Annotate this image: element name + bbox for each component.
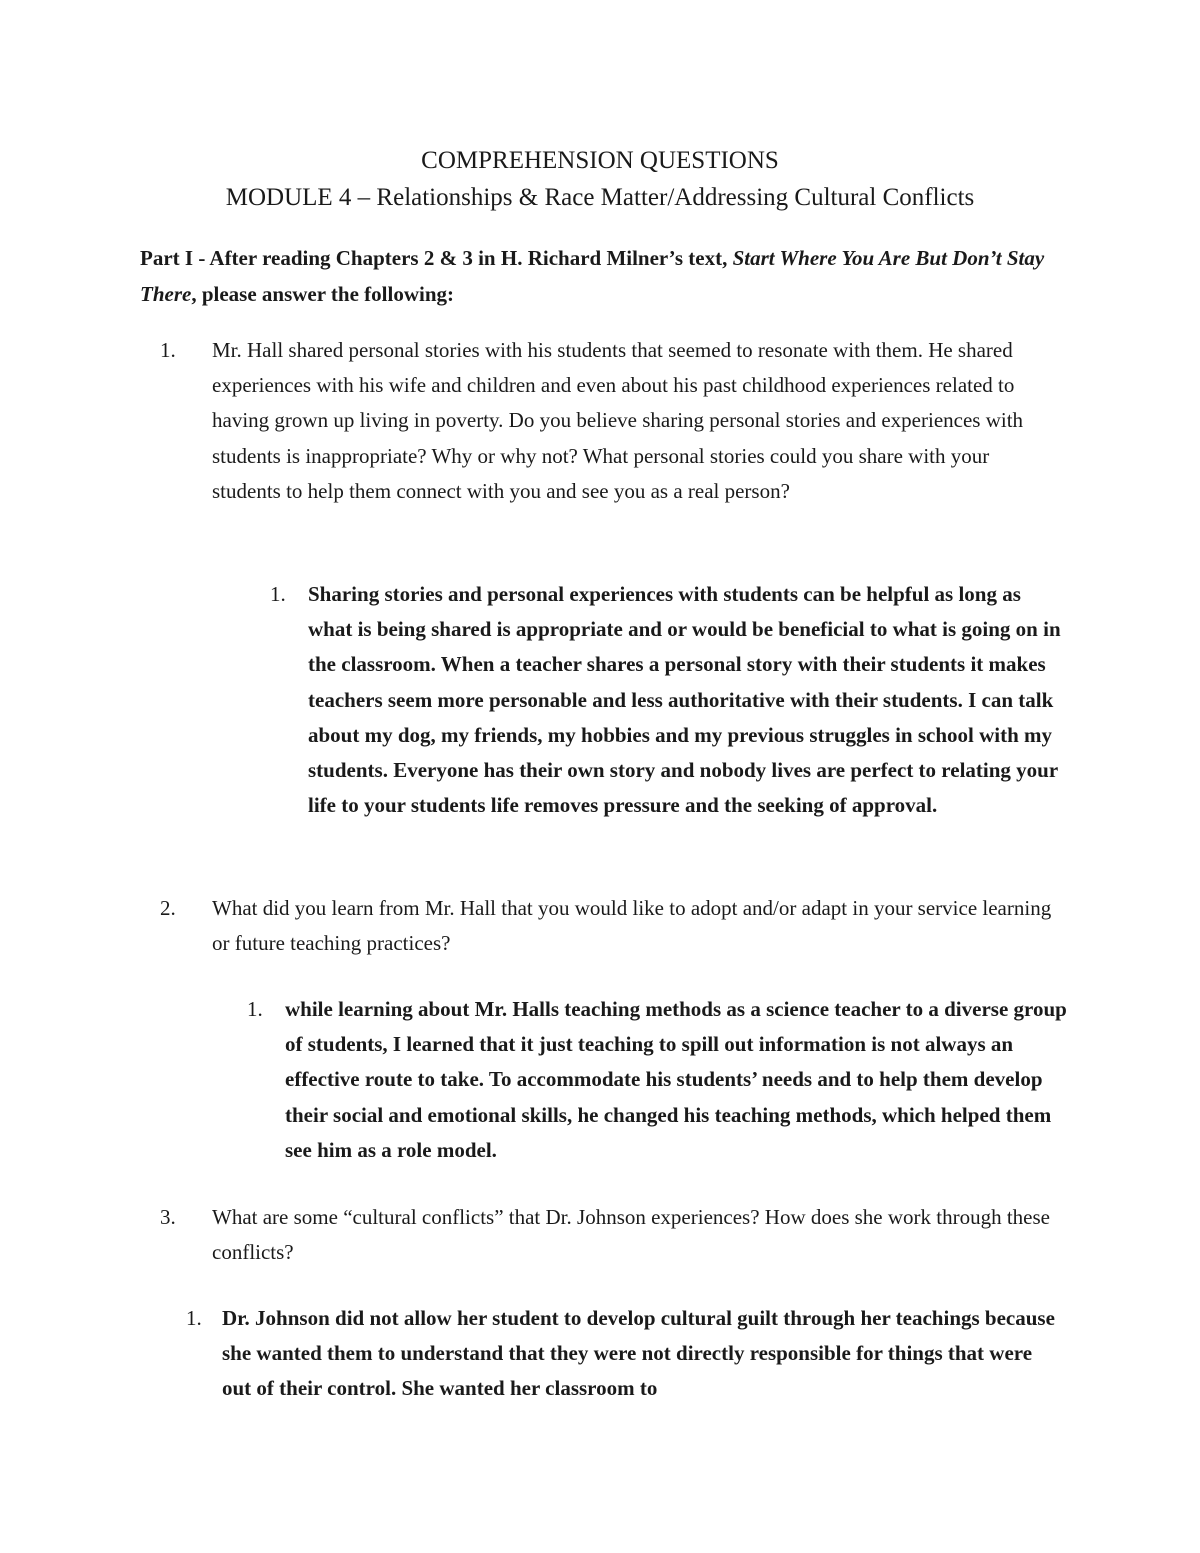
question-1 — [160, 333, 1060, 509]
answer-number: 1. — [247, 997, 263, 1021]
part-heading — [140, 240, 1060, 312]
answer-2 — [247, 992, 1067, 1168]
title-block — [0, 142, 1200, 216]
question-number: 2. — [160, 896, 176, 920]
answer-text: Sharing stories and personal experiences with students can be helpful as long as what is being shared is appropriate and or would be beneficial to what is going on in the classroom. When a teacher shares a personal story with their students it makes teachers seem more personable and less authoritative with their students. I can talk about my dog, my friends, my hobbies and my previous struggles in school with my students. Everyone has their own story and nobody lives are perfect to relating your life to your students life removes pressure and the seeking of approval. — [308, 582, 1061, 818]
answer-text: while learning about Mr. Halls teaching methods as a science teacher to a diverse group of students, I learned that it just teaching to spill out information is not always an effective route to take. To accommodate his students’ needs and to help them develop their social and emotional skills, he changed his teaching methods, which helped them see him as a role model. — [285, 997, 1067, 1162]
question-text: What did you learn from Mr. Hall that you would like to adopt and/or adapt in your service learning or future teaching practices? — [212, 896, 1052, 956]
answer-text: Dr. Johnson did not allow her student to develop cultural guilt through her teachings because she wanted them to understand that they were not directly responsible for things that were out of their control. She wanted her classroom to — [222, 1306, 1055, 1401]
question-number: 3. — [160, 1205, 176, 1229]
answer-number: 1. — [270, 582, 286, 606]
answer-number: 1. — [186, 1306, 202, 1330]
answer-1 — [270, 577, 1070, 823]
part-prefix: Part I - After reading Chapters 2 & 3 in H. Richard Milner’s text, — [140, 246, 733, 270]
question-2 — [160, 891, 1060, 961]
question-3 — [160, 1200, 1060, 1270]
question-text: What are some “cultural conflicts” that Dr. Johnson experiences? How does she work through these conflicts? — [212, 1205, 1050, 1265]
document-subtitle: MODULE 4 – Relationships & Race Matter/Addressing Cultural Conflicts — [225, 184, 975, 211]
part-suffix: , please answer the following: — [191, 282, 455, 306]
book-title: Start Where You Are But Don’t Stay There — [140, 246, 1045, 306]
answer-3 — [186, 1301, 1066, 1407]
question-number: 1. — [160, 338, 176, 362]
document-title: COMPREHENSION QUESTIONS — [421, 147, 779, 174]
question-text: Mr. Hall shared personal stories with his students that seemed to resonate with them. He shared experiences with his wife and children and even about his past childhood experiences related to having grown up living in poverty. Do you believe sharing personal stories and experiences with students is inappropriate? Why or why not? What personal stories could you share with your students to help them connect with you and see you as a real person? — [212, 338, 1024, 503]
